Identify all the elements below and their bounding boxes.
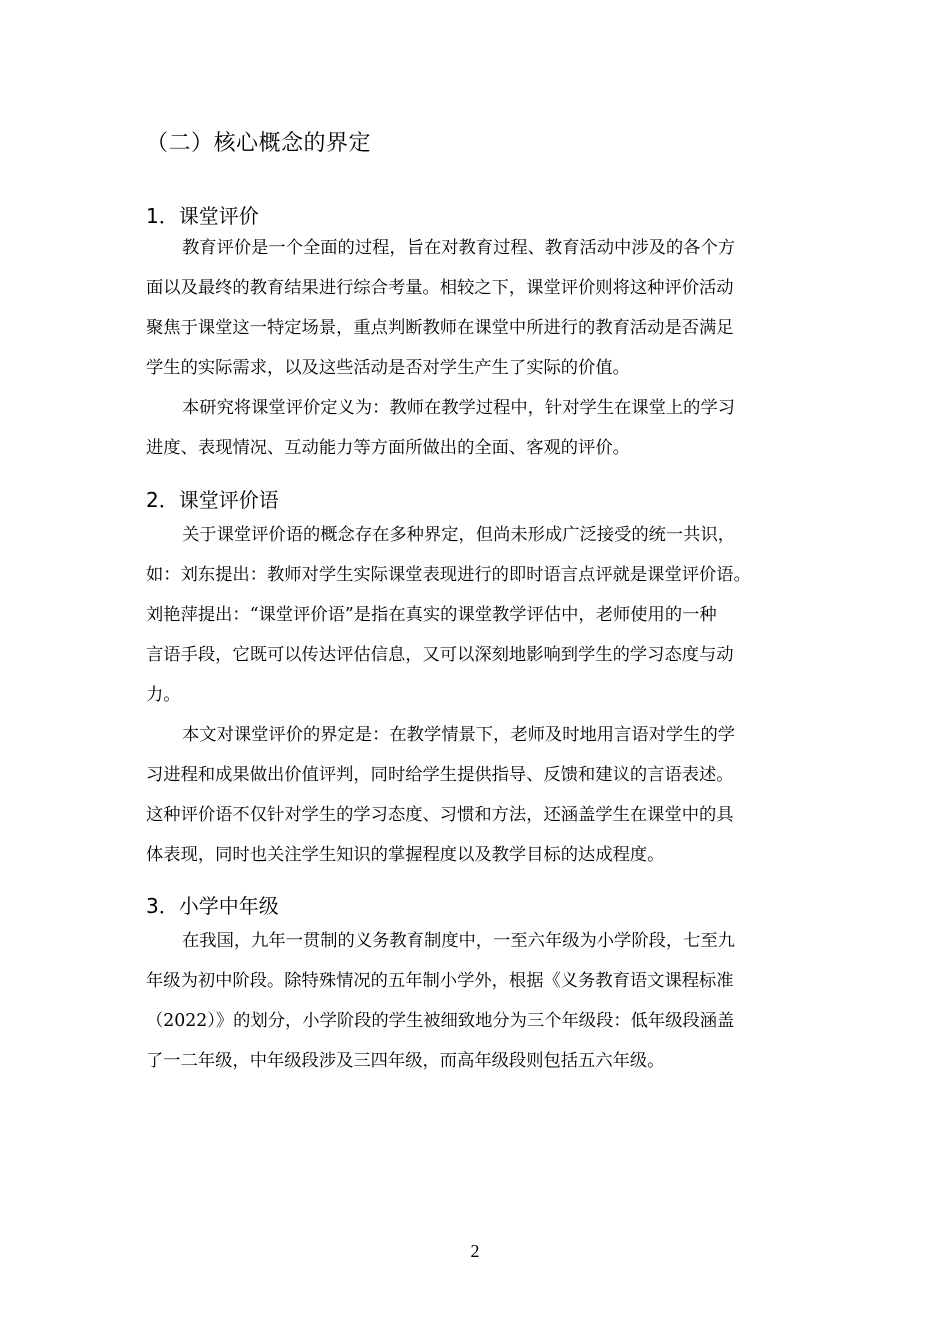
subsection-title-evaluation-language: 2．课堂评价语 [146, 488, 279, 512]
paragraph-line: 刘艳萍提出：“课堂评价语”是指在真实的课堂教学评估中，老师使用的一种 [146, 605, 717, 625]
paragraph-line: 习进程和成果做出价值评判，同时给学生提供指导、反馈和建议的言语表述。 [146, 765, 734, 785]
paragraph-line: 如：刘东提出：教师对学生实际课堂表现进行的即时语言点评就是课堂评价语。 [146, 565, 751, 585]
paragraph-line: 面以及最终的教育结果进行综合考量。相较之下，课堂评价则将这种评价活动 [146, 278, 734, 298]
paragraph-line: 年级为初中阶段。除特殊情况的五年制小学外，根据《义务教育语文课程标准 [146, 971, 734, 991]
paragraph-line: 这种评价语不仅针对学生的学习态度、习惯和方法，还涵盖学生在课堂中的具 [146, 805, 734, 825]
paragraph-line: （2022）》的划分，小学阶段的学生被细致地分为三个年级段：低年级段涵盖 [146, 1011, 735, 1031]
paragraph-line: 教育评价是一个全面的过程，旨在对教育过程、教育活动中涉及的各个方 [182, 238, 736, 258]
paragraph-line: 进度、表现情况、互动能力等方面所做出的全面、客观的评价。 [146, 438, 630, 458]
page-number: 2 [470, 1241, 480, 1261]
paragraph-line: 力。 [146, 685, 181, 705]
paragraph-line: 本研究将课堂评价定义为：教师在教学过程中，针对学生在课堂上的学习 [182, 398, 736, 418]
subsection-title-middle-grades: 3．小学中年级 [146, 894, 279, 918]
paragraph-line: 在我国，九年一贯制的义务教育制度中，一至六年级为小学阶段，七至九 [182, 931, 736, 951]
subsection-title-classroom-evaluation: 1．课堂评价 [146, 204, 259, 228]
paragraph-line: 学生的实际需求，以及这些活动是否对学生产生了实际的价值。 [146, 358, 630, 378]
paragraph-line: 聚焦于课堂这一特定场景，重点判断教师在课堂中所进行的教育活动是否满足 [146, 318, 734, 338]
paragraph-line: 体表现，同时也关注学生知识的掌握程度以及教学目标的达成程度。 [146, 845, 665, 865]
paragraph-line: 言语手段，它既可以传达评估信息，又可以深刻地影响到学生的学习态度与动 [146, 645, 734, 665]
paragraph-line: 了一二年级，中年级段涉及三四年级，而高年级段则包括五六年级。 [146, 1051, 665, 1071]
section-heading: （二）核心概念的界定 [146, 131, 372, 156]
paragraph-line: 关于课堂评价语的概念存在多种界定，但尚未形成广泛接受的统一共识， [182, 525, 736, 545]
paragraph-line: 本文对课堂评价的界定是：在教学情景下，老师及时地用言语对学生的学 [182, 725, 736, 745]
